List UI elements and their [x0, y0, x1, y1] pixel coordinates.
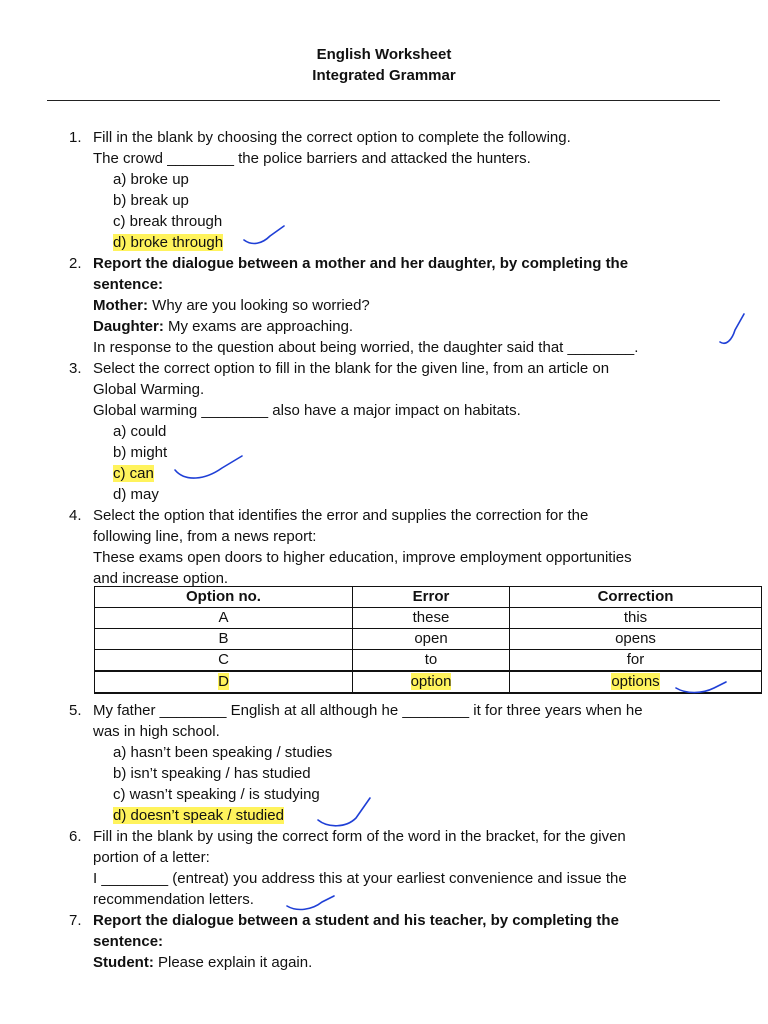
q3-option-b: b) might [113, 444, 168, 461]
q1-option-a: a) broke up [113, 171, 189, 188]
q5-prompt-line2: was in high school. [93, 723, 220, 740]
table-header-row [95, 587, 762, 608]
table-cell-highlight: options [611, 673, 660, 690]
q1-option-d-selected [113, 232, 223, 253]
table-header-correction: Correction [510, 587, 762, 608]
q7-number: 7. [69, 912, 82, 929]
q2-daughter-label: Daughter: [93, 318, 164, 335]
worksheet-header [0, 44, 768, 86]
q2-mother-line [93, 295, 370, 316]
table-cell [353, 671, 510, 693]
q3-prompt-line1: Select the correct option to fill in the blank for the given line, from an article on [93, 360, 610, 377]
q1-sentence: The crowd ________ the police barriers and attacked the hunters. [93, 150, 531, 167]
q5-option-a: a) hasn’t been speaking / studies [113, 744, 333, 761]
q2-response: In response to the question about being worried, the daughter said that ________. [93, 339, 639, 356]
q3-number: 3. [69, 360, 82, 377]
q4-prompt-line1: Select the option that identifies the error and supplies the correction for the [93, 507, 589, 524]
table-cell [95, 671, 353, 693]
table-cell-highlight: D [218, 673, 229, 690]
q3-sentence: Global warming ________ also have a major impact on habitats. [93, 402, 521, 419]
table-cell-highlight: option [410, 673, 452, 690]
q4-sentence-line2: and increase option. [93, 570, 229, 587]
table-cell: for [510, 650, 762, 672]
q5-number: 5. [69, 702, 82, 719]
q3-option-a: a) could [113, 423, 167, 440]
q2-number: 2. [69, 255, 82, 272]
q3-tick-mark [175, 456, 242, 478]
table-header-option: Option no. [95, 587, 353, 608]
q2-daughter-line [93, 316, 353, 337]
q4-sentence-line1: These exams open doors to higher education, improve employment opportunities [93, 549, 632, 566]
q7-prompt-line1: Report the dialogue between a student and his teacher, by completing the [93, 912, 619, 929]
q1-option-d-highlight: d) broke through [113, 234, 224, 251]
table-cell: open [353, 629, 510, 650]
q6-sentence-line2: recommendation letters. [93, 891, 254, 908]
q5-prompt-line1: My father ________ English at all although he ________ it for three years when he [93, 702, 643, 719]
q6-sentence-line1: I ________ (entreat) you address this at your earliest convenience and issue the [93, 870, 627, 887]
q3-option-c-highlight: c) can [113, 465, 154, 482]
header-divider [47, 100, 720, 101]
q1-prompt: Fill in the blank by choosing the correct option to complete the following. [93, 129, 571, 146]
q6-number: 6. [69, 828, 82, 845]
table-row [95, 650, 762, 672]
table-cell: to [353, 650, 510, 672]
q3-option-d: d) may [113, 486, 159, 503]
worksheet-title: English Worksheet [316, 46, 452, 63]
q5-option-b: b) isn’t speaking / has studied [113, 765, 311, 782]
table-cell [510, 671, 762, 693]
q3-option-c-selected [113, 463, 154, 484]
q2-tick-mark [720, 314, 744, 343]
table-row [95, 608, 762, 629]
q1-option-c: c) break through [113, 213, 223, 230]
q7-student-text: Please explain it again. [153, 954, 313, 971]
worksheet-subtitle: Integrated Grammar [312, 67, 456, 84]
table-row-selected [95, 671, 762, 693]
q2-mother-label: Mother: [93, 297, 148, 314]
q2-prompt-line2: sentence: [93, 276, 164, 293]
table-row [95, 629, 762, 650]
q4-options-table [94, 586, 762, 694]
table-cell: B [95, 629, 353, 650]
q2-daughter-text: My exams are approaching. [163, 318, 354, 335]
q7-student-line [93, 952, 312, 973]
q5-option-d-highlight: d) doesn’t speak / studied [113, 807, 284, 824]
table-header-error: Error [353, 587, 510, 608]
q5-tick-mark [318, 798, 370, 826]
q6-prompt-line1: Fill in the blank by using the correct form of the word in the bracket, for the given [93, 828, 626, 845]
q5-option-c: c) wasn’t speaking / is studying [113, 786, 320, 803]
q6-tick-mark [287, 896, 334, 909]
q4-number: 4. [69, 507, 82, 524]
q1-option-b: b) break up [113, 192, 189, 209]
q6-prompt-line2: portion of a letter: [93, 849, 210, 866]
table-cell: these [353, 608, 510, 629]
q5-option-d-selected [113, 805, 284, 826]
table-cell: opens [510, 629, 762, 650]
q7-prompt-line2: sentence: [93, 933, 164, 950]
q1-tick-mark [244, 226, 284, 243]
table-cell: A [95, 608, 353, 629]
q7-student-label: Student: [93, 954, 154, 971]
table-cell: C [95, 650, 353, 672]
q3-prompt-line2: Global Warming. [93, 381, 205, 398]
table-cell: this [510, 608, 762, 629]
q2-prompt-line1: Report the dialogue between a mother and her daughter, by completing the [93, 255, 629, 272]
q2-mother-text: Why are you looking so worried? [148, 297, 370, 314]
q4-prompt-line2: following line, from a news report: [93, 528, 317, 545]
q1-number: 1. [69, 129, 82, 146]
